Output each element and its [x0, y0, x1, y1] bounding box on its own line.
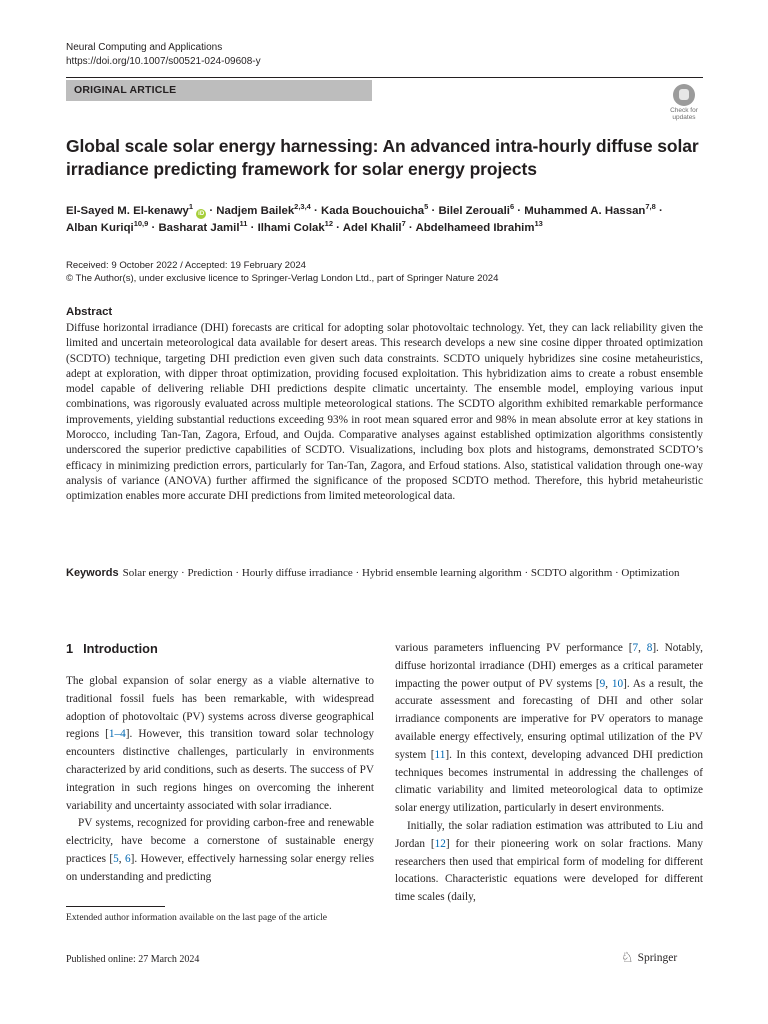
- author-affiliation: 13: [534, 219, 543, 229]
- text: ] for their pioneering work on solar fractions. Many researchers then used that empirical form of modeling for different locations. Characteristic equations were developed for different time scales (daily,: [395, 837, 703, 904]
- citation-link[interactable]: 6: [125, 852, 131, 865]
- journal-name: Neural Computing and Applications: [66, 42, 223, 53]
- published-date: Published online: 27 March 2024: [66, 954, 200, 965]
- author-affiliation: 1: [188, 202, 193, 212]
- citation-link[interactable]: 10: [611, 677, 624, 690]
- text: The global expansion of solar energy as a viable alternative to traditional fossil fuels has been remarkable, with widespread adoption of photovoltaic (PV) systems across diverse geographical regions [: [66, 675, 374, 741]
- right-column: [395, 640, 703, 907]
- author-affiliation: 6: [509, 202, 515, 212]
- article-title: Global scale solar energy harnessing: An advanced intra-hourly diffuse solar irradiance predicting framework for solar energy projects: [66, 136, 699, 179]
- check-for-updates-label: Check for updates: [670, 107, 698, 121]
- author-affiliation: 5: [424, 202, 429, 212]
- springer-horse-icon: ♘: [621, 951, 634, 966]
- text: PV systems, recognized for providing carbon-free and renewable electricity, have become a cornerstone of sustainable energy practices [: [66, 817, 374, 865]
- received-accepted: Received: 9 October 2022 / Accepted: 19 February 2024: [66, 260, 306, 271]
- author-list: El-Sayed M. El-kenawy$^1$ iD · Nadjem Bailek$^{2,3,4}$ · Kada Bouchouicha$^5$ · Bilel Zerouali$^6$ · Muhammed A. Hassan$^{7,8}$ · Alban Kuriqi$^{10,9}$ · Basharat Jamil$^{11}$ · Ilhami Colak$^{12}$ · Adel Khalil$^7$ · Abdelhameed Ibrahim$^{13}$: [66, 202, 663, 234]
- keywords-text: Solar energy · Prediction · Hourly diffuse irradiance · Hybrid ensemble learning algorithm · SCDTO algorithm · Optimization: [122, 567, 680, 579]
- author-name[interactable]: Abdelhameed Ibrahim: [415, 222, 535, 234]
- citation-link[interactable]: 11: [434, 748, 446, 761]
- author-affiliation: 10,9: [133, 219, 149, 229]
- abstract-text: Diffuse horizontal irradiance (DHI) forecasts are critical for adopting solar photovoltaic technology. Yet, they can lack reliability given the limited and uncertain meteorological data available for desert areas. This research develops a new sine cosine dipper throated optimization (SCDTO) technique, targeting DHI prediction even given such data constraints. SCDTO uniquely hybridizes sine cosine metaheuristics, adept at exploration, with dipper throat optimization, providing focused exploitation. This hybridization aims to create a robust ensemble model capable of delivering reliable DHI predictions despite climatic uncertainty. The ensemble model, employing various input combinations, was rigorously evaluated across multiple meteorological stations. The SCDTO algorithm exhibited remarkable performance improvements, yielding substantial reductions exceeding 93% in root mean squared error and 98% in mean absolute error at key stations in Morocco, including Tan-Tan, Zagora, Erfoud, and Oujda. Comparative analyses against established optimization algorithms consistently underscored the superior predictive capabilities of SCDTO. Visualizations, including box plots and histograms, demonstrated SCDTO’s efficacy in minimizing prediction errors, particularly for Tan-Tan, Zagora, and Erfoud stations. Also, statistical validation through one-way analysis of variance (ANOVA) further affirmed the significance of the proposed SCDTO method. Therefore, this hybrid metaheuristic optimization enables more accurate DHI predictions from limited meteorological data.: [66, 322, 703, 503]
- author-name[interactable]: Ilhami Colak: [257, 222, 325, 234]
- author-name[interactable]: Muhammed A. Hassan: [524, 205, 646, 217]
- article-dates: [66, 259, 498, 285]
- author-affiliation: 12: [324, 219, 334, 229]
- left-column: [66, 673, 374, 887]
- paragraph: [66, 673, 374, 815]
- text: ]. As a result, the accurate assessment and forecasting of DHI and other solar irradiance components are imperative for PV operators to manage available energy effectively, ensuring optimal utilization of the PV system [: [395, 677, 703, 761]
- publisher-name: Springer: [637, 952, 678, 964]
- header-rule: [66, 77, 703, 78]
- abstract-heading: Abstract: [66, 306, 113, 318]
- author-affiliation: 2,3,4: [294, 202, 311, 212]
- author-affiliation: 7,8: [645, 202, 656, 212]
- text: ]. However, this transition toward solar technology encounters distinctive challenges, particularly in environments characterized by arid conditions, such as deserts. The success of PV integration in such regions hinges on overcoming the inherent variability and uncertainty associated with solar irradiance.: [66, 728, 374, 812]
- keywords-label: Keywords: [66, 567, 119, 579]
- text: Initially, the solar radiation estimation was attributed to Liu and Jordan [: [395, 819, 703, 850]
- text: ,: [638, 642, 647, 654]
- author-name[interactable]: Kada Bouchouicha: [320, 205, 425, 217]
- check-for-updates-badge[interactable]: [664, 84, 704, 124]
- author-name[interactable]: Basharat Jamil: [158, 222, 240, 234]
- citation-link[interactable]: 7: [632, 642, 639, 654]
- keywords: [66, 566, 706, 582]
- section-title: Introduction: [83, 641, 158, 656]
- author-name[interactable]: Adel Khalil: [342, 222, 402, 234]
- article-type-label: ORIGINAL ARTICLE: [74, 84, 177, 96]
- paragraph: [66, 815, 374, 886]
- citation-link[interactable]: 12: [434, 837, 446, 850]
- text: ]. However, effectively harnessing solar energy relies on understanding and predicting: [66, 852, 375, 883]
- section-heading: [66, 641, 168, 656]
- citation-link[interactable]: 8: [646, 642, 653, 654]
- text: ]. Notably, diffuse horizontal irradiance (DHI) emerges as a critical parameter impacting the power output of PV systems [: [395, 642, 703, 690]
- doi-link[interactable]: https://doi.org/10.1007/s00521-024-09608-y: [66, 56, 261, 67]
- author-affiliation: 7: [401, 219, 406, 229]
- author-name[interactable]: Nadjem Bailek: [216, 205, 295, 217]
- citation-link[interactable]: 9: [599, 677, 606, 690]
- text: various parameters influencing PV performance [: [395, 642, 633, 654]
- author-name[interactable]: Bilel Zerouali: [438, 205, 510, 217]
- citation-link[interactable]: 5: [113, 852, 119, 865]
- bookmark-icon: [679, 89, 689, 100]
- copyright-notice: © The Author(s), under exclusive licence to Springer-Verlag London Ltd., part of Springer Nature 2024: [66, 273, 499, 284]
- journal-header: [66, 41, 261, 69]
- author-name[interactable]: Alban Kuriqi: [66, 222, 134, 234]
- text: ,: [118, 852, 126, 865]
- publisher-logo: [621, 950, 677, 967]
- section-number: 1: [66, 641, 74, 656]
- author-name[interactable]: El-Sayed M. El-kenawy: [66, 205, 189, 217]
- author-affiliation: 11: [239, 219, 248, 229]
- footnote: Extended author information available on the last page of the article: [66, 912, 328, 923]
- text: ]. In this context, developing advanced DHI prediction techniques becomes instrumental in addressing the challenges of climatic variability and limited meteorological data to optimize solar energy utilization, particularly in desert environments.: [395, 748, 703, 815]
- orcid-icon[interactable]: iD: [198, 211, 205, 217]
- text: ,: [605, 677, 612, 690]
- paragraph: [395, 818, 703, 907]
- citation-link[interactable]: 1–4: [108, 728, 126, 741]
- paragraph: [395, 640, 703, 818]
- footnote-rule: [66, 906, 165, 907]
